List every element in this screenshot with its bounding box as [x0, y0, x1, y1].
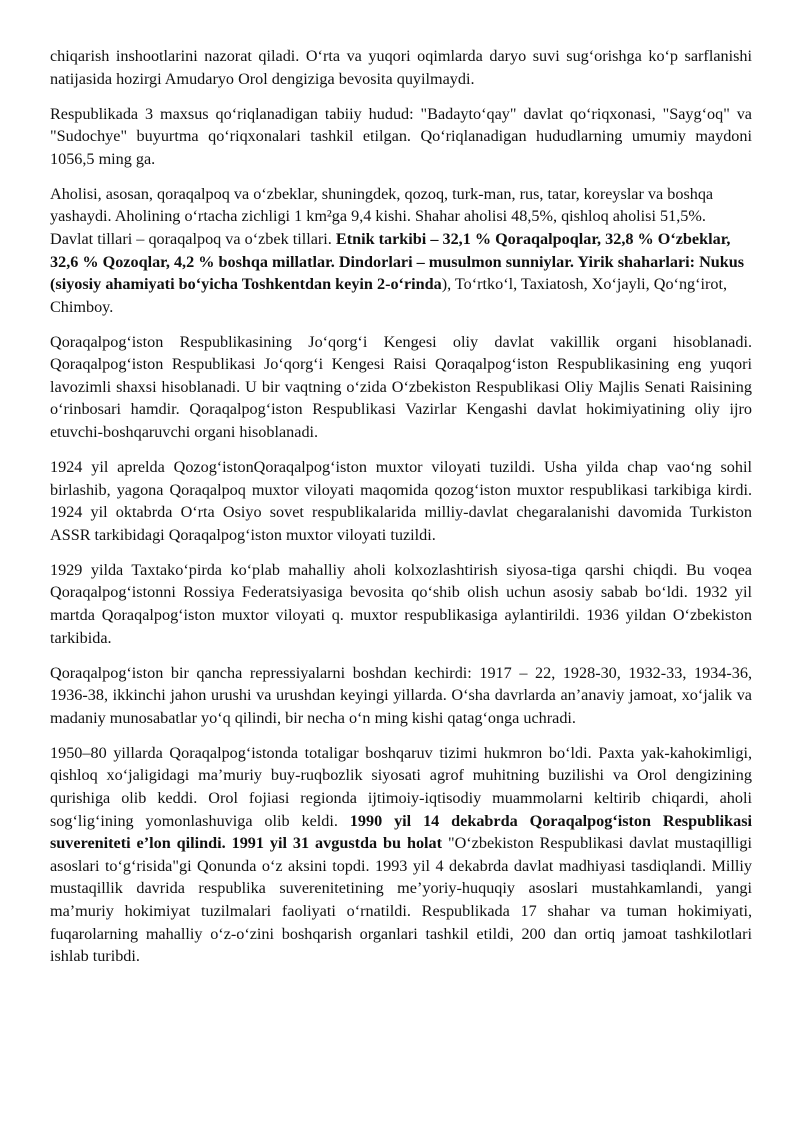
paragraph-p1 — [50, 45, 752, 90]
paragraph-p6 — [50, 559, 752, 649]
document-page — [50, 45, 752, 980]
text-run: Qoraqalpog‘iston Respublikasining Jo‘qorg‘i Kengesi oliy davlat vakillik organi hisoblanadi. Qoraqalpog‘iston Respublikasi Jo‘qorg‘i Kengesi Raisi Qoraqalpog‘iston Respublikasining eng yuqori lavozimli shaxsi hisoblanadi. U bir vaqtning o‘zida O‘zbekiston Respublikasi Oliy Majlis Senati Raisining o‘rinbosari hamdir. Qoraqalpog‘iston Respublikasi Vazirlar Kengashi davlat hokimiyatining oliy ijro etuvchi-boshqaruvchi organi hisoblanadi. — [50, 332, 752, 442]
text-run: Qoraqalpog‘iston bir qancha repressiyalarni boshdan kechirdi: 1917 – 22, 1928-30, 1932-33, 1934-36, 1936-38, ikkinchi jahon urushi va urushdan keyingi yillarda. O‘sha davrlarda an’anaviy jamoat, xo‘jalik va madaniy munosabatlar yo‘q qilindi, bir necha o‘n ming kishi qatag‘onga uchradi. — [50, 663, 752, 727]
text-run: 1929 yilda Taxtako‘pirda ko‘plab mahalliy aholi kolxozlashtirish siyosa-tiga qarshi chiqdi. Bu voqea Qoraqalpog‘istonni Rossiya Federatsiyasiga bevosita qo‘shib olish uchun asosiy sabab bo‘ldi. 1932 yil martda Qoraqalpog‘iston muxtor viloyati q. muxtor respublikasiga aylantirildi. 1936 yildan O‘zbekiston tarkibida. — [50, 560, 752, 647]
paragraph-p2 — [50, 103, 752, 171]
paragraph-p3 — [50, 183, 752, 319]
paragraph-p7 — [50, 662, 752, 730]
bold-text-run: 1990 yil 14 dekabrda Qoraqalpog‘iston Respublikasi suvereniteti e’lon qilindi. 1991 yil 31 avgustda bu holat — [50, 811, 752, 853]
text-run: "O‘zbekiston Respublikasi davlat mustaqilligi asoslari to‘g‘risida"gi Qonunda o‘z aksini topdi. 1993 yil 4 dekabrda davlat madhiyasi tasdiqlandi. Milliy mustaqillik davrida respublika suverenitetining me’yoriy-huquqiy asoslari mustahkamlandi, yangi ma’muriy hokimiyat tuzilmalari faoliyati o‘rnatildi. Respublikada 17 shahar va tuman hokimiyati, fuqarolarning mahalliy o‘z-o‘zini boshqarish organlari tashkil etildi, 200 dan ortiq jamoat tashkilotlari ishlab turibdi. — [50, 834, 752, 966]
text-run: 1950–80 yillarda Qoraqalpog‘istonda totaligar boshqaruv tizimi hukmron bo‘ldi. Paxta yak-kahokimligi, qishloq xo‘jaligidagi ma’muriy buy-ruqbozlik siyosati agrof muhitning buzilishi va Orol dengizining qurishiga olib keddi. Orol fojiasi regionda ijtimoiy-iqtisodiy muammolarni keltirib chiqardi, aholi sog‘lig‘ining yomonlashuviga olib keldi. — [50, 743, 752, 830]
text-run: Respublikada 3 maxsus qo‘riqlanadigan tabiiy hudud: "Badayto‘qay" davlat qo‘riqxonasi, "Sayg‘oq" va "Sudochye" buyurtma qo‘riqxonalari tashkil etilgan. Qo‘riqlanadigan hududlarning umumiy maydoni 1056,5 ming ga. — [50, 104, 752, 168]
paragraph-p5 — [50, 456, 752, 546]
text-run: 1924 yil aprelda Qozog‘istonQoraqalpog‘iston muxtor viloyati tuzildi. Usha yilda chap vao‘ng sohil birlashib, yagona Qoraqalpoq muxtor viloyati maqomida qozog‘iston muxtor respublikasi tarkibiga kirdi. 1924 yil oktabrda O‘rta Osiyo sovet respublikalarida milliy-davlat chegaralanishi davomida Turkiston ASSR tarkibidagi Qoraqalpog‘iston muxtor viloyati tuzildi. — [50, 458, 752, 544]
paragraph-p4 — [50, 331, 752, 444]
bold-text-run: Etnik tarkibi – 32,1 % Qoraqalpoqlar, 32,8 % O‘zbeklar, 32,6 % Qozoqlar, 4,2 % boshqa millatlar. Dindorlari – musulmon sunniylar. Yirik shaharlari: Nukus (siyosiy ahamiyati bo‘yicha Toshkentdan keyin 2-o‘rinda — [50, 229, 745, 294]
paragraph-p8 — [50, 742, 752, 968]
text-run: Aholisi, asosan, qoraqalpoq va o‘zbeklar, shuningdek, qozoq, turk-man, rus, tatar, koreyslar va boshqa yashaydi. Aholining o‘rtacha zichligi 1 km²ga 9,4 kishi. Shahar aholisi 48,5%, qishloq aholisi 51,5%. Davlat tillari – qoraqalpoq va o‘zbek tillari. — [50, 184, 714, 248]
text-run: ), To‘rtko‘l, Taxiatosh, Xo‘jayli, Qo‘ng‘irot, Chimboy. — [50, 275, 728, 316]
text-run: chiqarish inshootlarini nazorat qiladi. O‘rta va yuqori oqimlarda daryo suvi sug‘orishga ko‘p sarflanishi natijasida hozirgi Amudaryo Orol dengiziga bevosita quyilmaydi. — [50, 47, 752, 88]
